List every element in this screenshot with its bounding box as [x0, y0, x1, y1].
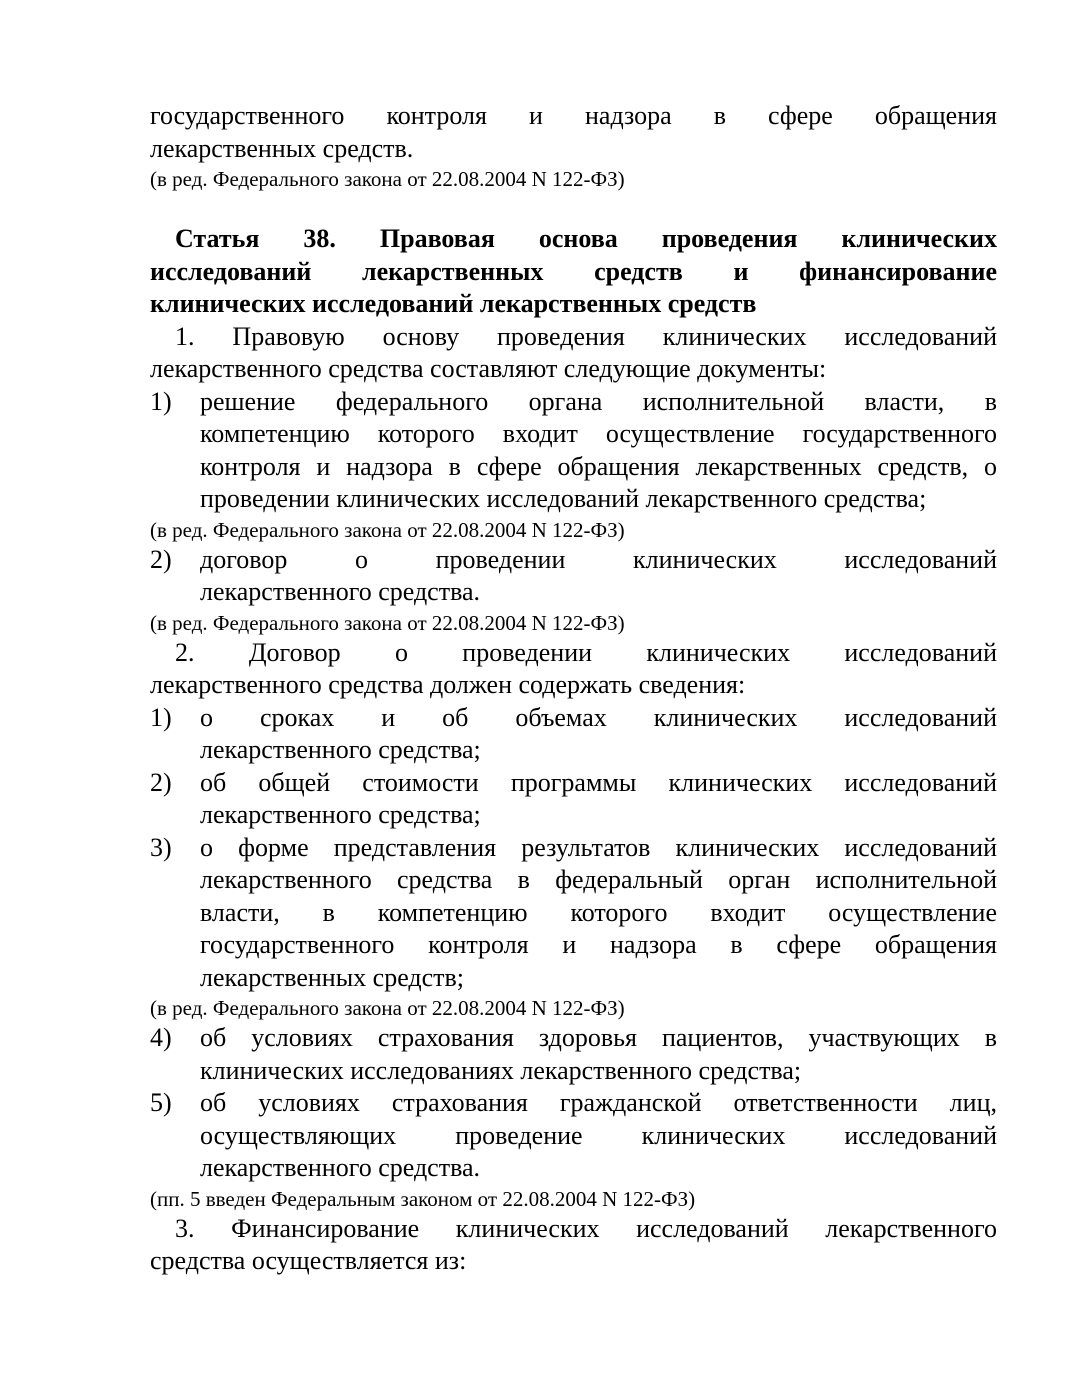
text-line: проведении клинических исследований лекарственного средства;: [200, 484, 927, 513]
text-line: контроля и надзора в сфере обращения лекарственных средств, о: [200, 451, 997, 481]
list-item: [150, 832, 997, 865]
list-number: 1): [150, 386, 172, 416]
text-line: власти, в компетенцию которого входит осуществление: [200, 897, 997, 927]
text-line: лекарственных средств;: [200, 962, 465, 992]
amendment-note: (пп. 5 введен Федеральным законом от 22.08.2004 N 122-ФЗ): [150, 1186, 696, 1211]
list-item-text: об условиях страхования гражданской ответственности лиц,: [200, 1088, 997, 1117]
paragraph-1: 1. Правовую основу проведения клинических исследований: [175, 321, 997, 351]
list-number: 4): [150, 1023, 172, 1052]
list-item-text: решение федерального органа исполнительной власти, в: [200, 386, 997, 416]
list-item-text: о сроках и об объемах клинических исследований: [200, 702, 997, 732]
list-item: [150, 1087, 997, 1120]
list-number: 5): [150, 1088, 172, 1117]
text-line: лекарственного средства составляют следующие документы:: [150, 354, 827, 383]
paragraph-3: 3. Финансирование клинических исследований лекарственного: [175, 1213, 997, 1243]
text-line: компетенцию которого входит осуществление государственного: [200, 419, 997, 448]
list-item: [150, 386, 997, 419]
text-line: государственного контроля и надзора в сфере обращения: [200, 930, 997, 959]
list-number: 2): [150, 544, 172, 574]
text-line: лекарственного средства;: [200, 800, 481, 829]
amendment-note: (в ред. Федерального закона от 22.08.2004 N 122-ФЗ): [150, 996, 625, 1020]
text-line: государственного контроля и надзора в сфере обращения: [150, 101, 997, 130]
list-item: [150, 702, 997, 735]
text-line: лекарственного средства.: [200, 577, 481, 606]
text-line: лекарственных средств.: [150, 133, 414, 163]
list-item: [150, 1022, 997, 1055]
list-number: 2): [150, 767, 172, 797]
amendment-note: (в ред. Федерального закона от 22.08.2004 N 122-ФЗ): [150, 167, 625, 191]
text-line: лекарственного средства.: [200, 1153, 481, 1182]
list-number: 1): [150, 702, 172, 732]
list-item: [150, 767, 997, 800]
list-item-text: договор о проведении клинических исследований: [200, 544, 997, 574]
article-heading: клинических исследований лекарственных средств: [150, 289, 757, 318]
text-line: лекарственного средства должен содержать сведения:: [150, 670, 746, 699]
amendment-note: (в ред. Федерального закона от 22.08.2004 N 122-ФЗ): [150, 610, 625, 635]
paragraph-2: 2. Договор о проведении клинических исследований: [175, 637, 997, 667]
spacer: [150, 193, 997, 223]
list-item: [150, 544, 997, 577]
list-item-text: об условиях страхования здоровья пациентов, участвующих в: [200, 1023, 997, 1052]
text-line: осуществляющих проведение клинических исследований: [200, 1120, 997, 1150]
list-item-text: об общей стоимости программы клинических исследований: [200, 767, 997, 797]
article-heading: Статья 38. Правовая основа проведения клинических: [175, 224, 997, 253]
list-number: 3): [150, 832, 172, 862]
amendment-note: (в ред. Федерального закона от 22.08.2004 N 122-ФЗ): [150, 517, 625, 542]
text-line: лекарственного средства;: [200, 735, 481, 764]
document-body: [150, 100, 997, 1278]
list-item-text: о форме представления результатов клинических исследований: [200, 832, 997, 862]
text-line: клинических исследованиях лекарственного средства;: [200, 1055, 802, 1085]
article-heading: исследований лекарственных средств и финансирование: [150, 256, 997, 286]
text-line: средства осуществляется из:: [150, 1246, 467, 1275]
text-line: лекарственного средства в федеральный орган исполнительной: [200, 865, 997, 894]
